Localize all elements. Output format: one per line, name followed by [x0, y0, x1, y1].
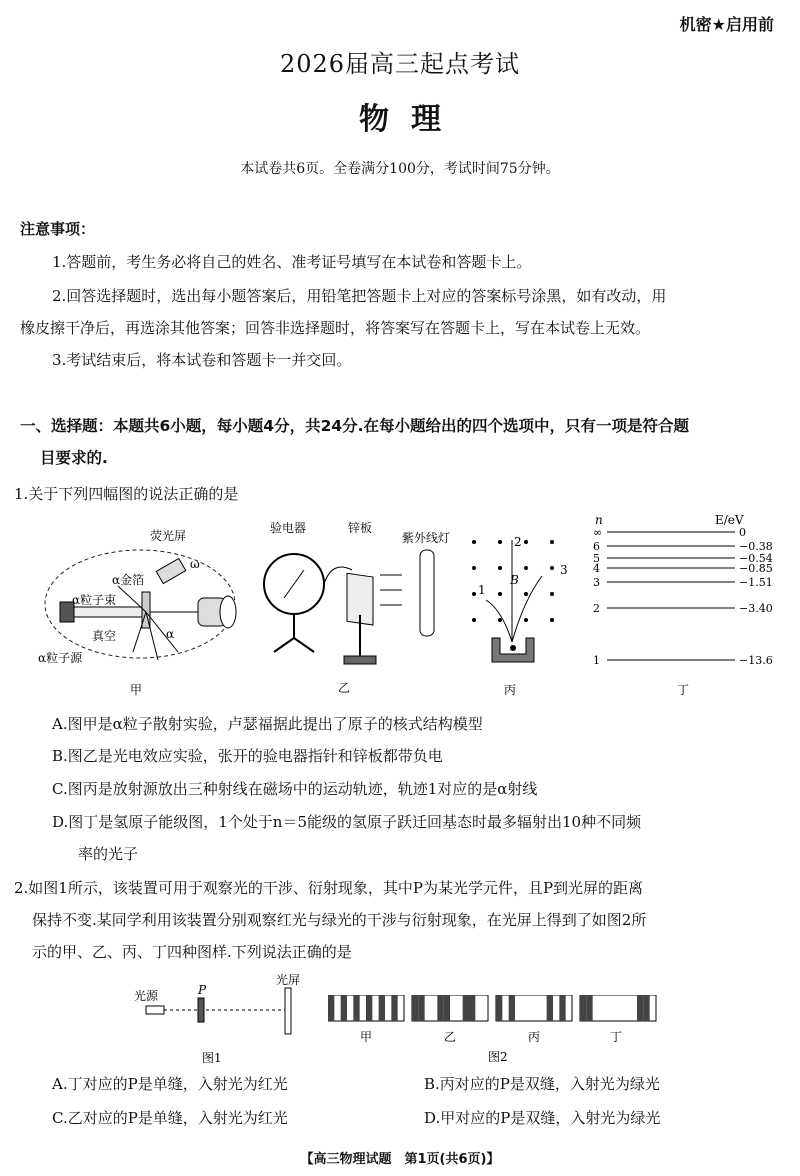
confidential-mark: 机密★启用前	[679, 15, 774, 34]
notice-item-3: 3.考试结束后，将本试卷和答题卡一并交回。	[52, 351, 352, 369]
pattern-dark-fringe	[496, 995, 502, 1021]
question-1-stem: 1.关于下列四幅图的说法正确的是	[14, 485, 239, 503]
energy-level-n: 5	[593, 552, 600, 565]
notices-title: 注意事项：	[20, 220, 96, 238]
energy-level-n: ∞	[593, 526, 603, 539]
bing-track-3: 3	[560, 563, 568, 577]
yi-caption: 乙	[338, 681, 351, 695]
energy-level-e: −13.6	[739, 654, 773, 667]
jia-screen-label: 荧光屏	[150, 529, 187, 543]
exam-title: 2026届高三起点考试	[279, 50, 521, 78]
q1-option-b: B.图乙是光电效应实验，张开的验电器指针和锌板都带负电	[52, 747, 443, 765]
section-heading	[20, 410, 790, 474]
pattern-dark-fringe	[586, 995, 592, 1021]
yi-uv-label: 紫外线灯	[402, 531, 451, 545]
ding-caption: 丁	[677, 683, 690, 697]
pattern-dark-fringe	[412, 995, 418, 1021]
pattern-dark-fringe	[509, 995, 515, 1021]
bing-field-label: B	[510, 573, 519, 587]
pattern-dark-fringe	[637, 995, 643, 1021]
energy-level-e: −0.38	[739, 540, 773, 553]
energy-level-e: −0.85	[739, 562, 773, 575]
energy-level-n: 4	[593, 562, 600, 575]
q1-option-d-line1: D.图丁是氢原子能级图，1个处于n＝5能级的氢原子跃迁回基态时最多辐射出10种不同频	[52, 813, 642, 831]
pattern-label-ding: 丁	[610, 1030, 623, 1044]
energy-level-e: 0	[739, 526, 746, 539]
figure-patterns	[328, 995, 673, 1070]
figure-optical-setup	[130, 972, 320, 1072]
subject-title: 物理	[359, 102, 463, 137]
pattern-dark-fringe	[469, 995, 475, 1021]
q2-option-d: D.甲对应的P是双缝，入射光为绿光	[424, 1109, 661, 1127]
pattern-label-yi: 乙	[444, 1030, 457, 1044]
notice-item-1: 1.答题前，考生务必将自己的姓名、准考证号填写在本试卷和答题卡上。	[52, 253, 532, 271]
jia-omega-label: ω	[190, 557, 200, 571]
bing-track-2: 2	[514, 535, 522, 549]
fig2-caption: 图2	[488, 1050, 508, 1064]
pattern-dark-fringe	[391, 995, 397, 1021]
jia-source-label: α粒子源	[38, 651, 83, 665]
fig1-p-label: P	[198, 983, 207, 997]
section-heading-line2: 目要求的.	[40, 449, 108, 467]
pattern-label-jia: 甲	[360, 1030, 373, 1044]
energy-level-n: 3	[593, 576, 600, 589]
page-footer: 【高三物理试题 第1页(共6页)】	[300, 1152, 500, 1167]
q2-stem-line2: 保持不变.某同学利用该装置分别观察红光与绿光的干涉与衍射现象，在光屏上得到了如图2所	[32, 911, 647, 929]
exam-info: 本试卷共6页。全卷满分100分，考试时间75分钟。	[240, 161, 560, 177]
section-heading-line1: 一、选择题：本题共6小题，每小题4分，共24分.在每小题给出的四个选项中，只有一项是符合题	[20, 417, 690, 435]
jia-vacuum-label: 真空	[92, 629, 117, 643]
ding-n-label: n	[595, 513, 603, 527]
energy-level-n: 6	[593, 540, 600, 553]
figure-alpha-scattering	[38, 512, 248, 697]
figure-photoelectric	[252, 520, 462, 700]
pattern-dark-fringe	[643, 995, 649, 1021]
jia-alpha-label: α	[166, 627, 175, 641]
notice-item-2-line2: 橡皮擦干净后，再选涂其他答案；回答非选择题时，将答案写在答题卡上，写在本试卷上无效。	[20, 319, 651, 337]
pattern-dark-fringe	[418, 995, 424, 1021]
jia-foil-label: α金箔	[112, 573, 145, 587]
jia-caption: 甲	[130, 683, 143, 697]
pattern-dark-fringe	[559, 995, 565, 1021]
q2-option-a: A.丁对应的P是单缝，入射光为红光	[52, 1075, 288, 1093]
q2-stem-line3: 示的甲、乙、丙、丁四种图样.下列说法正确的是	[32, 943, 352, 961]
figure-energy-levels	[585, 510, 785, 700]
fig1-caption: 图1	[202, 1051, 222, 1065]
energy-level-n: 2	[593, 602, 600, 615]
pattern-dark-fringe	[328, 995, 334, 1021]
fig1-source-label: 光源	[134, 989, 159, 1003]
q2-option-b: B.丙对应的P是双缝，入射光为绿光	[424, 1075, 660, 1093]
pattern-dark-fringe	[547, 995, 553, 1021]
fig1-screen-label: 光屏	[276, 973, 301, 987]
pattern-dark-fringe	[379, 995, 385, 1021]
notice-item-2-line1: 2.回答选择题时，选出每小题答案后，用铅笔把答题卡上对应的答案标号涂黑，如有改动，用	[52, 287, 667, 305]
energy-level-n: 1	[593, 654, 600, 667]
q2-option-c: C.乙对应的P是单缝，入射光为红光	[52, 1109, 288, 1127]
q1-option-c: C.图丙是放射源放出三种射线在磁场中的运动轨迹，轨迹1对应的是α射线	[52, 780, 538, 798]
bing-track-1: 1	[478, 583, 486, 597]
pattern-dark-fringe	[353, 995, 359, 1021]
bing-caption: 丙	[504, 683, 517, 697]
pattern-dark-fringe	[580, 995, 586, 1021]
energy-level-e: −0.54	[739, 552, 773, 565]
energy-level-e: −3.40	[739, 602, 773, 615]
pattern-dark-fringe	[463, 995, 469, 1021]
figure-radiation-tracks	[462, 530, 582, 700]
energy-level-e: −1.51	[739, 576, 773, 589]
pattern-dark-fringe	[444, 995, 450, 1021]
yi-electroscope-label: 验电器	[270, 521, 307, 535]
q2-stem-line1: 2.如图1所示，该装置可用于观察光的干涉、衍射现象，其中P为某光学元件，且P到光屏的距离	[14, 879, 644, 897]
pattern-dark-fringe	[437, 995, 443, 1021]
yi-zinc-label: 锌板	[348, 521, 373, 535]
q1-option-d-line2: 率的光子	[78, 845, 139, 863]
ding-e-label: E/eV	[715, 513, 744, 527]
pattern-label-bing: 丙	[528, 1030, 541, 1044]
pattern-dark-fringe	[366, 995, 372, 1021]
jia-beam-label: α粒子束	[72, 593, 117, 607]
q1-option-a: A.图甲是α粒子散射实验，卢瑟福据此提出了原子的核式结构模型	[52, 715, 483, 733]
pattern-dark-fringe	[341, 995, 347, 1021]
